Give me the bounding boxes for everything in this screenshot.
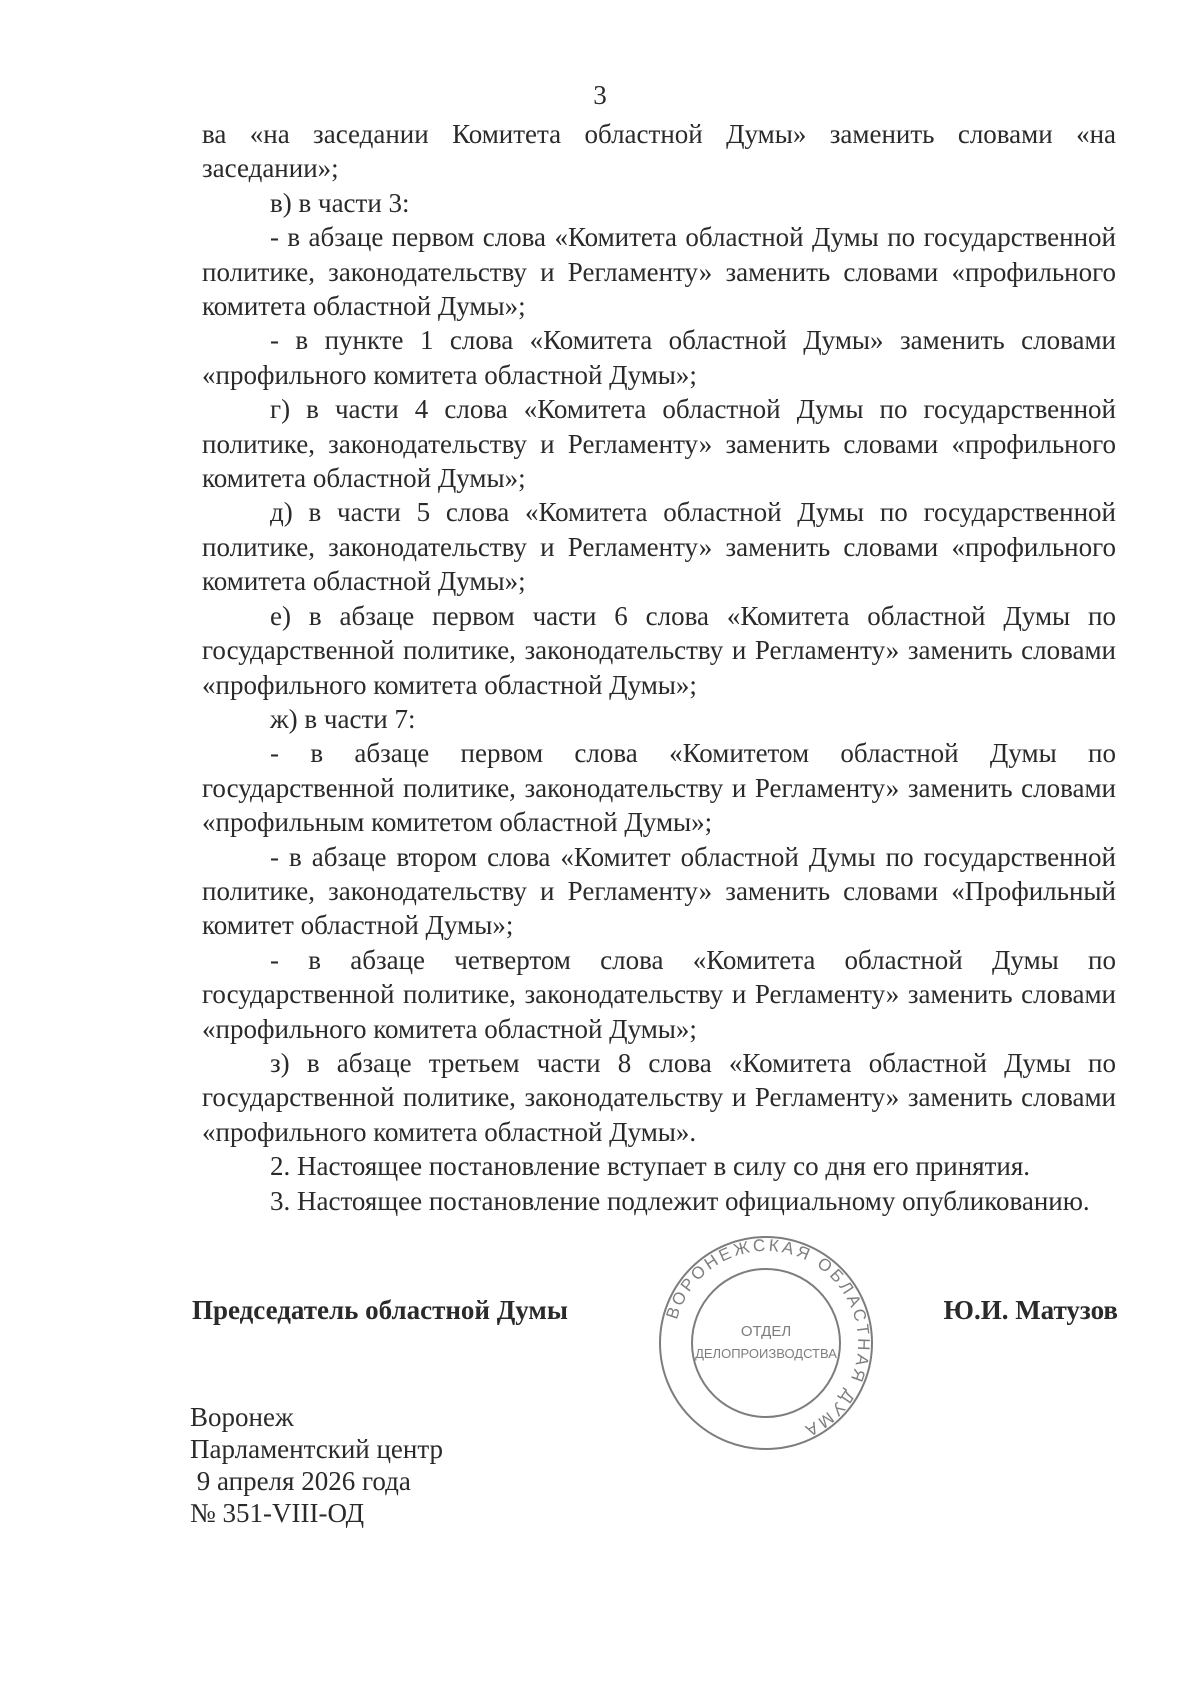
stamp-line-1: ОТДЕЛ — [740, 1323, 792, 1340]
footer-date: 9 апреля 2026 года — [190, 1466, 411, 1496]
body-paragraph: - в пункте 1 слова «Комитета областной Думы» заменить словами «профильного комитета областной Думы»; — [202, 325, 1116, 390]
body-paragraph: г) в части 4 слова «Комитета областной Думы по государственной политике, законодательству и Регламенту» заменить словами «профильного комитета областной Думы»; — [202, 394, 1116, 494]
body-paragraph: - в абзаце первом слова «Комитетом областной Думы по государственной политике, законодательству и Регламенту» заменить словами «профильным комитетом областной Думы»; — [202, 738, 1116, 838]
signature-name: Ю.И. Матузов — [943, 1295, 1118, 1325]
footer-city: Воронеж — [190, 1402, 294, 1432]
body-paragraph: е) в абзаце первом части 6 слова «Комитета областной Думы по государственной политике, законодательству и Регламенту» заменить словами «профильного комитета областной Думы»; — [202, 600, 1116, 700]
body-paragraph: ж) в части 7: — [270, 703, 416, 734]
page-number: 3 — [593, 80, 607, 110]
stamp-inner-ring — [692, 1269, 840, 1417]
footer-place: Парламентский центр — [190, 1434, 443, 1464]
document-body — [202, 117, 1116, 1218]
document-footer — [190, 1401, 443, 1529]
stamp-line-2: ДЕЛОПРОИЗВОДСТВА — [695, 1346, 837, 1361]
body-paragraph: - в абзаце первом слова «Комитета областной Думы по государственной политике, законодательству и Регламенту» заменить словами «профильного комитета областной Думы»; — [202, 222, 1116, 322]
body-paragraph: д) в части 5 слова «Комитета областной Думы по государственной политике, законодательству и Регламенту» заменить словами «профильного комитета областной Думы»; — [202, 497, 1116, 597]
body-paragraph: в) в части 3: — [270, 187, 410, 218]
office-stamp — [655, 1232, 877, 1454]
body-paragraph: 3. Настоящее постановление подлежит официальному опубликованию. — [270, 1185, 1090, 1216]
body-paragraph: з) в абзаце третьем части 8 слова «Комитета областной Думы по государственной политике, законодательству и Регламенту» заменить словами «профильного комитета областной Думы». — [202, 1047, 1116, 1147]
footer-number: № 351-VIII-ОД — [190, 1498, 365, 1528]
body-paragraph: 2. Настоящее постановление вступает в силу со дня его принятия. — [270, 1151, 1031, 1182]
body-paragraph: - в абзаце втором слова «Комитет областной Думы по государственной политике, законодательству и Регламенту» заменить словами «Профильный комитет областной Думы»; — [202, 841, 1116, 941]
body-paragraph: - в абзаце четвертом слова «Комитета областной Думы по государственной политике, законодательству и Регламенту» заменить словами «профильного комитета областной Думы»; — [202, 944, 1116, 1044]
signature-title: Председатель областной Думы — [192, 1295, 568, 1325]
stamp-outer-text: ВОРОНЕЖСКАЯ ОБЛАСТНАЯ ДУМА — [662, 1235, 874, 1442]
body-paragraph: ва «на заседании Комитета областной Думы» заменить словами «на заседании»; — [202, 119, 1116, 184]
